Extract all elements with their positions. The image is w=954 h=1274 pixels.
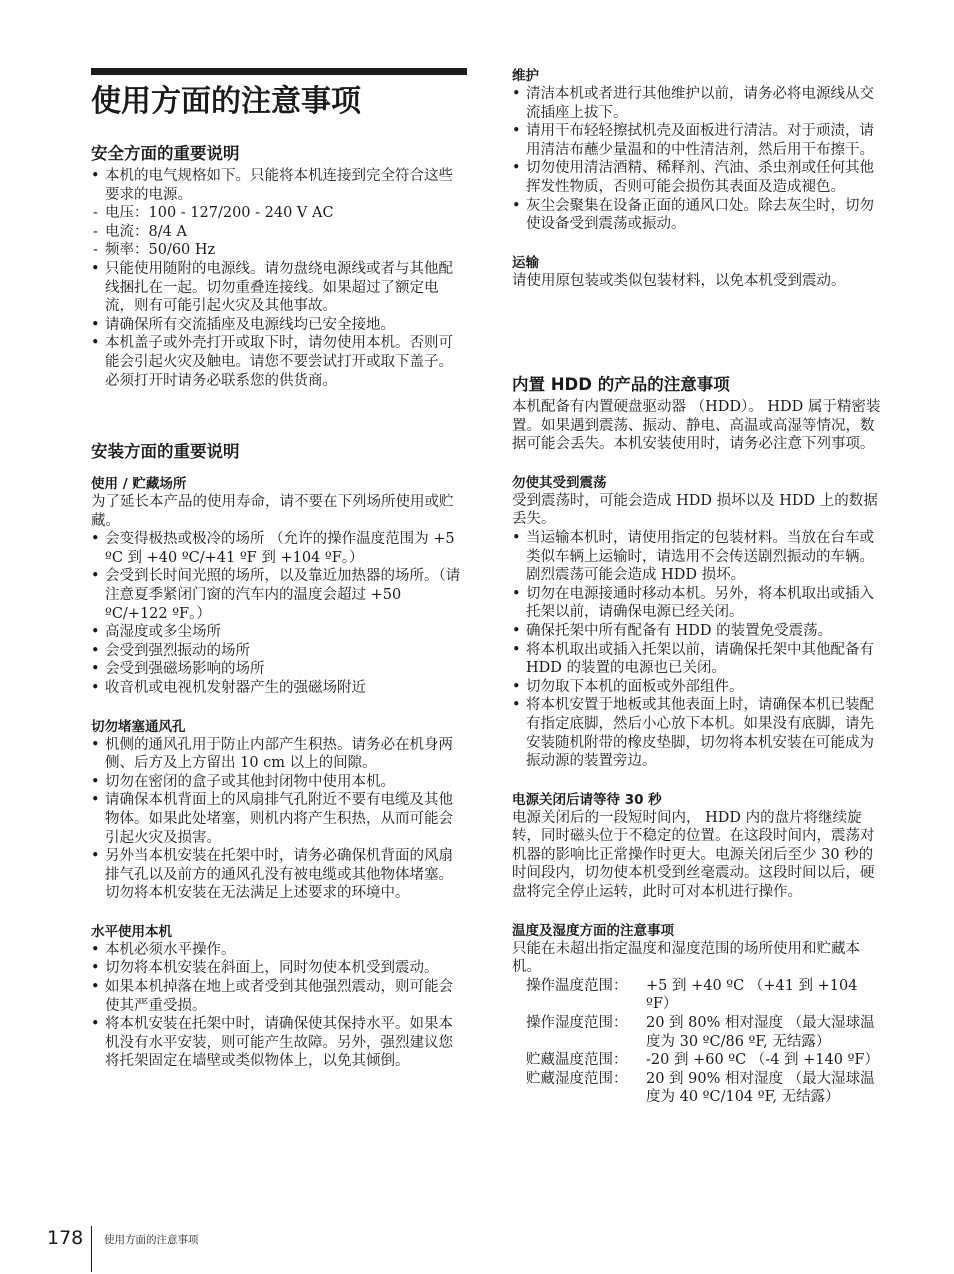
spec-current: - 电流：8/4 A xyxy=(91,223,467,242)
shock-list xyxy=(512,529,884,771)
safety-list xyxy=(91,167,467,390)
list-item: • 高湿度或多尘场所 xyxy=(91,623,467,642)
list-item: • 本机必须水平操作。 xyxy=(91,941,467,960)
maintenance-list xyxy=(512,85,884,234)
list-item: • 切勿取下本机的面板或外部组件。 xyxy=(512,678,884,697)
list-item-text: 本机的电气规格如下。只能将本机连接到完全符合这些要求的电源。 xyxy=(105,168,453,203)
list-item: • 会受到强烈振动的场所 xyxy=(91,642,467,661)
spec-row xyxy=(526,977,884,1014)
maintenance-section xyxy=(512,67,884,290)
safety-heading: 安全方面的重要说明 xyxy=(91,144,240,163)
install-heading: 安装方面的重要说明 xyxy=(91,442,240,461)
list-item: • 请用干布轻轻擦拭机壳及面板进行清洁。对于顽渍，请用清洁布蘸少量温和的中性清洁剂，然后用干布擦干。 xyxy=(512,122,884,159)
list-item: • 只能使用随附的电源线。请勿盘绕电源线或者与其他配线捆扎在一起。切勿重叠连接线。如果超过了额定电流，则有可能引起火灾及其他事故。 xyxy=(91,260,467,316)
list-item: • 切勿在密闭的盒子或其他封闭物中使用本机。 xyxy=(91,773,467,792)
hdd-heading: 内置 HDD 的产品的注意事项 xyxy=(512,375,730,394)
list-item: • 请确保所有交流插座及电源线均已安全接地。 xyxy=(91,316,467,335)
list-item: • 灰尘会聚集在设备正面的通风口处。除去灰尘时，切勿使设备受到震荡或振动。 xyxy=(512,197,884,234)
list-item: • 当运输本机时，请使用指定的包装材料。当放在台车或类似车辆上运输时，请选用不会传送剧烈振动的车辆。剧烈震荡可能会造成 HDD 损坏。 xyxy=(512,529,884,585)
list-item xyxy=(91,167,467,260)
use-storage-heading: 使用 / 贮藏场所 xyxy=(91,476,187,492)
spec-value: 20 到 80% 相对湿度 （最大湿球温度为 30 ºC/86 ºF, 无结露） xyxy=(646,1015,875,1050)
list-item: • 将本机安装在托架中时，请确保使其保持水平。如果本机没有水平安装，则可能产生故障。另外，强烈建议您将托架固定在墙壁或类似物体上，以免其倾倒。 xyxy=(91,1015,467,1071)
list-item: • 机侧的通风孔用于防止内部产生积热。请务必在机身两侧、后方及上方留出 10 cm 以上的间隙。 xyxy=(91,736,467,773)
spec-label: 贮藏湿度范围： xyxy=(526,1070,628,1087)
spec-row xyxy=(526,1070,884,1107)
list-item: • 切勿在电源接通时移动本机。另外，将本机取出或插入托架以前，请确保电源已经关闭。 xyxy=(512,585,884,622)
spec-value: -20 到 +60 ºC （-4 到 +140 ºF） xyxy=(646,1052,879,1069)
shock-intro: 受到震荡时，可能会造成 HDD 损坏以及 HDD 上的数据丢失。 xyxy=(512,492,878,528)
list-item: • 清洁本机或者进行其他维护以前，请务必将电源线从交流插座上拔下。 xyxy=(512,85,884,122)
list-item: • 请确保本机背面上的风扇排气孔附近不要有电缆及其他物体。如果此处堵塞，则机内将产生积热，从而可能会引起火灾及损害。 xyxy=(91,791,467,847)
spec-row xyxy=(526,1051,884,1070)
footer-divider xyxy=(91,1226,92,1272)
spec-label: 操作湿度范围： xyxy=(526,1015,628,1032)
transport-text: 请使用原包装或类似包装材料，以免本机受到震动。 xyxy=(512,272,846,289)
transport-heading: 运输 xyxy=(512,254,539,271)
list-item: • 会变得极热或极冷的场所 （允许的操作温度范围为 +5 ºC 到 +40 ºC/+41 ºF 到 +104 ºF。） xyxy=(91,530,467,567)
wait-text: 电源关闭后的一段短时间内， HDD 内的盘片将继续旋转，同时磁头位于不稳定的位置。在这段时间内，震荡对机器的影响比正常操作时更大。电源关闭后至少 30 秒的时间段内，切勿使本机受到丝毫震动。这段时间以后，硬盘将完全停止运转，此时可对本机进行操作。 xyxy=(512,809,875,901)
temp-intro: 只能在未超出指定温度和湿度范围的场所使用和贮藏本机。 xyxy=(512,940,860,976)
page-number: 178 xyxy=(47,1227,84,1249)
title-rule xyxy=(91,68,467,75)
page-title: 使用方面的注意事项 xyxy=(91,84,361,119)
temp-heading: 温度及湿度方面的注意事项 xyxy=(512,922,674,939)
spec-label: 贮藏温度范围： xyxy=(526,1052,628,1069)
footer-section-title: 使用方面的注意事项 xyxy=(104,1234,199,1246)
level-list xyxy=(91,941,467,1071)
power-spec-list xyxy=(91,204,467,260)
temp-spec-table xyxy=(526,977,884,1107)
list-item: • 将本机取出或插入托架以前，请确保托架中其他配备有 HDD 的装置的电源也已关闭。 xyxy=(512,641,884,678)
list-item: • 会受到长时间光照的场所，以及靠近加热器的场所。（请注意夏季紧闭门窗的汽车内的温度会超过 +50 ºC/+122 ºF。） xyxy=(91,567,467,623)
list-item: • 切勿使用清洁酒精、稀释剂、汽油、杀虫剂或任何其他挥发性物质，否则可能会损伤其表面及造成褪色。 xyxy=(512,159,884,196)
list-item: • 将本机安置于地板或其他表面上时，请确保本机已装配有指定底脚，然后小心放下本机。如果没有底脚，请先安装随机附带的橡皮垫脚，切勿将本机安装在可能成为振动源的装置旁边。 xyxy=(512,696,884,770)
list-item: • 如果本机掉落在地上或者受到其他强烈震动，则可能会使其严重受损。 xyxy=(91,978,467,1015)
spec-value: +5 到 +40 ºC （+41 到 +104 ºF） xyxy=(646,977,858,1013)
list-item: • 切勿将本机安装在斜面上，同时勿使本机受到震动。 xyxy=(91,959,467,978)
spec-frequency: - 频率：50/60 Hz xyxy=(91,241,467,260)
list-item: • 另外当本机安装在托架中时，请务必确保机背面的风扇排气孔以及前方的通风孔没有被电缆或其他物体堵塞。切勿将本机安装在无法满足上述要求的环境中。 xyxy=(91,847,467,903)
wait-heading: 电源关闭后请等待 30 秒 xyxy=(512,791,662,808)
safety-section xyxy=(91,143,467,390)
maintenance-heading: 维护 xyxy=(512,68,539,84)
hdd-section xyxy=(512,374,884,1107)
install-section xyxy=(91,441,467,1071)
vents-list xyxy=(91,736,467,903)
level-heading: 水平使用本机 xyxy=(91,923,172,940)
spec-value: 20 到 90% 相对湿度 （最大湿球温度为 40 ºC/104 ºF, 无结露） xyxy=(646,1070,875,1106)
list-item: • 会受到强磁场影响的场所 xyxy=(91,660,467,679)
list-item: • 本机盖子或外壳打开或取下时，请勿使用本机。否则可能会引起火灾及触电。请您不要尝试打开或取下盖子。必须打开时请务必联系您的供货商。 xyxy=(91,334,467,390)
shock-heading: 勿使其受到震荡 xyxy=(512,474,607,491)
spec-label: 操作温度范围： xyxy=(526,977,628,994)
vents-heading: 切勿堵塞通风孔 xyxy=(91,718,186,735)
use-storage-intro: 为了延长本产品的使用寿命，请不要在下列场所使用或贮藏。 xyxy=(91,494,454,529)
list-item: • 确保托架中所有配备有 HDD 的装置免受震荡。 xyxy=(512,622,884,641)
list-item: • 收音机或电视机发射器产生的强磁场附近 xyxy=(91,679,467,698)
use-storage-list xyxy=(91,530,467,697)
spec-voltage: - 电压：100 - 127/200 - 240 V AC xyxy=(91,204,467,223)
spec-row xyxy=(526,1014,884,1051)
hdd-intro: 本机配备有内置硬盘驱动器 （HDD）。 HDD 属于精密装置。如果遇到震荡、振动、静电、高温或高湿等情况，数据可能会丢失。本机安装使用时，请务必注意下列事项。 xyxy=(512,399,881,453)
